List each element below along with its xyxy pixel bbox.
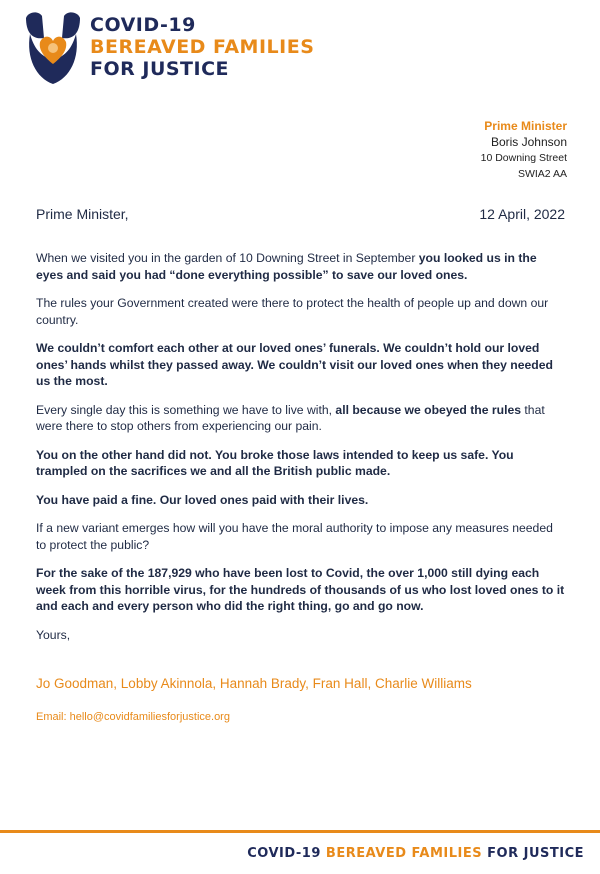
closing: Yours, <box>36 627 71 642</box>
paragraph-4-plain: Every single day this is something we have to live with, <box>36 402 336 417</box>
paragraph-5: You on the other hand did not. You broke those laws intended to keep us safe. You trampled on the sacrifices we and all the British public made. <box>36 447 514 478</box>
letter-body <box>36 250 566 655</box>
contact-email: Email: hello@covidfamiliesforjustice.org <box>36 711 230 723</box>
paragraph-2: The rules your Government created were there to protect the health of people up and down our country. <box>36 296 549 327</box>
footer-divider <box>0 830 600 833</box>
paragraph-7: If a new variant emerges how will you have the moral authority to impose any measures needed to protect the public? <box>36 521 553 552</box>
letter-date: 12 April, 2022 <box>479 206 565 222</box>
paragraph-1 <box>36 250 566 283</box>
paragraph-1-plain: When we visited you in the garden of 10 Downing Street in September <box>36 251 419 265</box>
signatories: Jo Goodman, Lobby Akinnola, Hannah Brady, Fran Hall, Charlie Williams <box>36 676 472 691</box>
footer-justice: FOR JUSTICE <box>482 846 584 861</box>
paragraph-3: We couldn’t comfort each other at our loved ones’ funerals. We couldn’t hold our loved ones’ hands whilst they passed away. We couldn’t visit our loved ones when they needed us the most. <box>36 341 553 388</box>
recipient-name: Boris Johnson <box>490 135 567 149</box>
hands-heart-logo-icon <box>22 8 84 86</box>
paragraph-8: For the sake of the 187,929 who have been lost to Covid, the over 1,000 still dying each week from this horrible virus, for the hundreds of thousands of us who lost loved ones to it and each and every person who did the right thing, go and go now. <box>36 566 565 613</box>
logo-line-justice: FOR JUSTICE <box>90 58 230 80</box>
salutation: Prime Minister, <box>36 206 129 222</box>
paragraph-6: You have paid a fine. Our loved ones paid with their lives. <box>36 492 369 507</box>
footer-bereaved: BEREAVED FAMILIES <box>325 846 483 861</box>
logo-line-bereaved: BEREAVED FAMILIES <box>90 36 315 58</box>
recipient-postcode: SWIA2 AA <box>517 168 567 180</box>
paragraph-4-end: that were there to stop others from experiencing our pain. <box>36 402 545 433</box>
recipient-title: Prime Minister <box>484 119 567 133</box>
footer-brand <box>247 846 584 861</box>
logo-line-covid: COVID-19 <box>90 14 196 36</box>
recipient-address <box>481 118 567 182</box>
letterhead <box>22 8 314 86</box>
recipient-street: 10 Downing Street <box>480 152 567 164</box>
paragraph-4 <box>36 402 566 435</box>
paragraph-4-bold: all because we obeyed the rules <box>335 402 522 417</box>
footer-covid: COVID-19 <box>247 846 326 861</box>
paragraph-1-bold: you looked us in the eyes and said you had “done everything possible” to save our loved ones. <box>36 251 537 282</box>
